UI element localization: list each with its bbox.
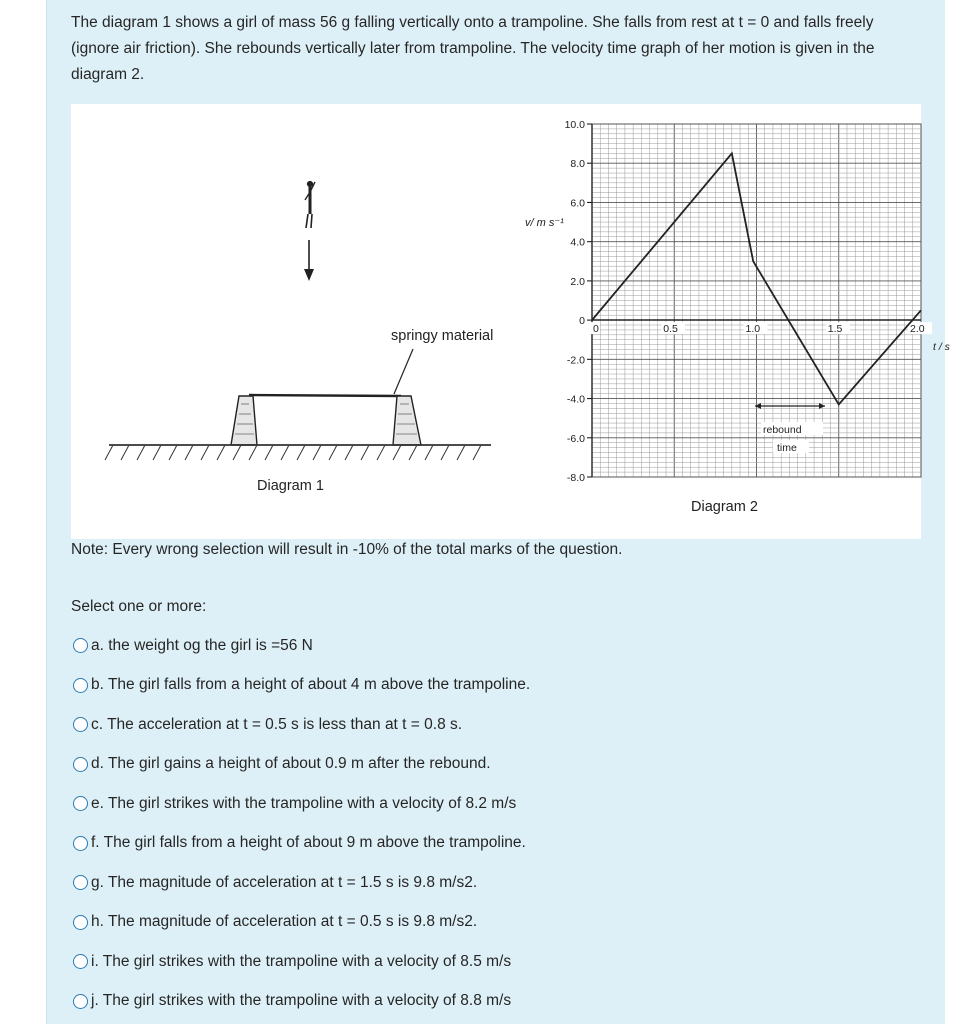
answer-options [73, 626, 873, 1021]
option-e-label: e. The girl strikes with the trampoline with a velocity of 8.2 m/s [91, 794, 517, 812]
y-tick-label: -2.0 [566, 354, 585, 367]
option-j-label: j. The girl strikes with the trampoline with a velocity of 8.8 m/s [91, 992, 512, 1010]
y-tick-label: -8.0 [566, 472, 585, 484]
option-i-label: i. The girl strikes with the trampoline with a velocity of 8.5 m/s [91, 952, 512, 970]
checkbox-c[interactable] [73, 717, 88, 732]
y-tick-label: -4.0 [566, 393, 585, 406]
option-d-label: d. The girl gains a height of about 0.9 m after the rebound. [91, 755, 491, 773]
time-label: time [777, 442, 797, 454]
ground [105, 445, 491, 460]
y-axis-ticks [565, 119, 592, 484]
down-arrow-icon [304, 240, 314, 281]
checkbox-b[interactable] [73, 678, 88, 693]
x-tick-label: 0 [593, 323, 599, 336]
x-tick-label: 0.5 [663, 323, 678, 336]
y-tick-label: 2.0 [570, 275, 585, 288]
checkbox-a[interactable] [73, 638, 88, 653]
option-c[interactable] [73, 705, 873, 745]
option-f[interactable] [73, 824, 873, 864]
y-tick-label: -6.0 [566, 432, 585, 445]
y-axis-label: v/ m s⁻¹ [525, 217, 564, 229]
option-a[interactable] [73, 626, 873, 666]
question-text: The diagram 1 shows a girl of mass 56 g falling vertically onto a trampoline. She falls from rest at t = 0 and falls freely (ignore air friction). She rebounds vertically later from trampoline. The velocity time graph of her motion is given in the diagram 2. [71, 14, 875, 83]
checkbox-i[interactable] [73, 954, 88, 969]
checkbox-g[interactable] [73, 875, 88, 890]
option-f-label: f. The girl falls from a height of about 9 m above the trampoline. [91, 834, 526, 852]
x-tick-label: 1.0 [745, 323, 761, 336]
y-tick-label: 4.0 [570, 236, 585, 249]
option-i[interactable] [73, 942, 873, 982]
rebound-label: rebound [763, 424, 802, 436]
diagram-2-caption: Diagram 2 [691, 499, 758, 515]
diagram-1-caption: Diagram 1 [257, 478, 324, 494]
option-g-label: g. The magnitude of acceleration at t = 1.5 s is 9.8 m/s2. [91, 873, 478, 891]
option-b[interactable] [73, 666, 873, 706]
question-card [46, 0, 950, 1024]
y-tick-label: 6.0 [570, 197, 585, 210]
option-g[interactable] [73, 863, 873, 903]
checkbox-d[interactable] [73, 757, 88, 772]
x-tick-label: 2.0 [910, 323, 925, 336]
y-tick-label: 8.0 [570, 158, 585, 171]
option-b-label: b. The girl falls from a height of about 4 m above the trampoline. [91, 676, 531, 694]
y-tick-label: 10.0 [564, 119, 585, 131]
option-h-label: h. The magnitude of acceleration at t = 0.5 s is 9.8 m/s2. [91, 913, 478, 931]
question-figure [71, 104, 950, 539]
checkbox-f[interactable] [73, 836, 88, 851]
option-e[interactable] [73, 784, 873, 824]
x-axis-label: t / s [933, 341, 950, 353]
diagram-1 [105, 181, 493, 494]
girl-icon [305, 181, 315, 228]
select-prompt: Select one or more: [71, 598, 207, 615]
y-tick-label: 0 [579, 315, 585, 328]
checkbox-h[interactable] [73, 915, 88, 930]
springy-material-label: springy material [391, 328, 494, 344]
checkbox-j[interactable] [73, 994, 88, 1009]
option-h[interactable] [73, 903, 873, 943]
figure-svg [71, 104, 950, 539]
trampoline [231, 395, 421, 445]
velocity-time-graph [525, 119, 951, 515]
option-a-label: a. the weight og the girl is =56 N [91, 636, 313, 654]
chart-grid [592, 124, 921, 477]
option-c-label: c. The acceleration at t = 0.5 s is less than at t = 0.8 s. [91, 715, 463, 733]
x-tick-label: 1.5 [827, 323, 843, 336]
option-d[interactable] [73, 745, 873, 785]
checkbox-e[interactable] [73, 796, 88, 811]
penalty-note: Note: Every wrong selection will result in -10% of the total marks of the question. [71, 541, 623, 558]
option-j[interactable] [73, 982, 873, 1022]
